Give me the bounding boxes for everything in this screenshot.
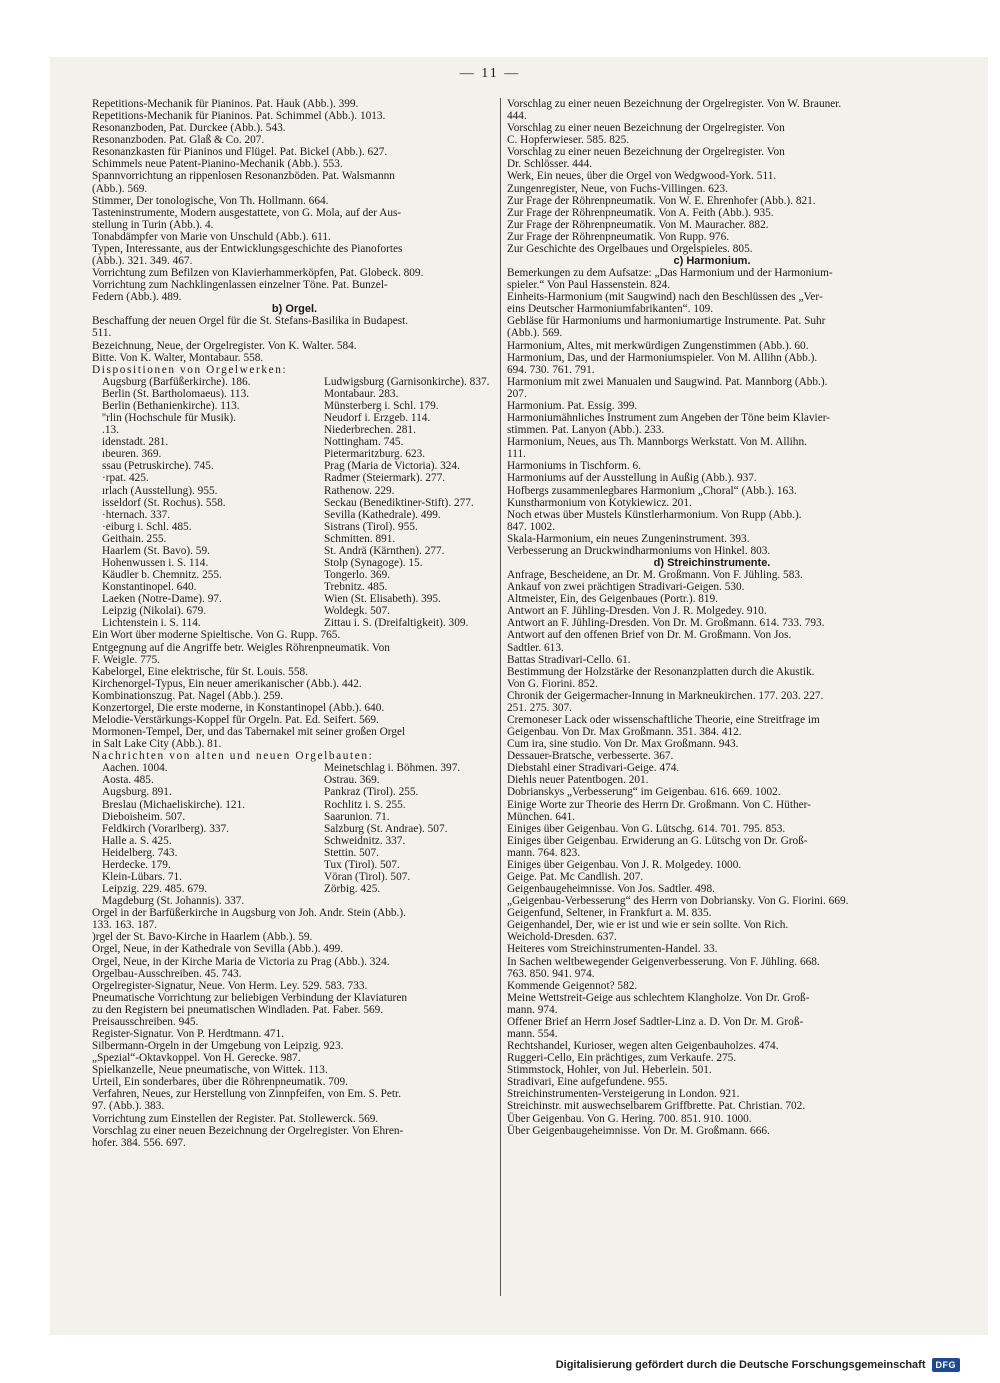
index-entry: (Abb.). 321. 349. 467.	[92, 255, 193, 268]
index-entry: Antwort an F. Jühling-Dresden. Von Dr. M. Großmann. 614. 733. 793.	[507, 617, 825, 630]
index-row-left: Aachen. 1004.	[102, 762, 168, 775]
index-entry: Ein Wort über moderne Spieltische. Von G. Rupp. 765.	[92, 629, 341, 642]
index-entry: (Abb.). 569.	[92, 182, 148, 195]
index-entry: Bemerkungen zu dem Aufsatze: „Das Harmonium und der Harmonium-	[507, 267, 833, 280]
index-entry: Harmoniums auf der Ausstellung in Außig (Abb.). 937.	[507, 472, 757, 485]
index-entry: Über Geigenbau. Von G. Hering. 700. 851. 910. 1000.	[507, 1112, 752, 1125]
index-row	[92, 883, 497, 895]
index-entry: Cum ira, sine studio. Von Dr. Max Großmann. 943.	[507, 738, 739, 751]
index-entry: 763. 850. 941. 974.	[507, 967, 595, 980]
index-entry: Kunstharmonium von Kotykiewicz. 201.	[507, 496, 692, 509]
index-entry: Ankauf von zwei prächtigen Stradivari-Geigen. 530.	[507, 581, 745, 594]
index-row-left: Lichtenstein i. S. 114.	[102, 617, 201, 630]
column-divider	[500, 98, 501, 1296]
index-row	[92, 774, 497, 786]
index-row-right: Münsterberg i. Schl. 179.	[324, 399, 439, 412]
index-row	[92, 823, 497, 835]
index-entry: Einige Worte zur Theorie des Herrn Dr. Großmann. Von C. Hüther-	[507, 798, 811, 811]
index-entry: Vorrichtung zum Nachklingenlassen einzelner Töne. Pat. Bunzel-	[92, 279, 388, 292]
index-entry: Harmoniumähnliches Instrument zum Angeben der Töne beim Klavier-	[507, 412, 831, 425]
index-entry: Kirchenorgel-Typus, Ein neuer amerikanischer (Abb.). 442.	[92, 677, 362, 690]
index-row-left: Augsburg (Barfüßerkirche). 186.	[102, 375, 251, 388]
index-row	[92, 617, 497, 629]
index-row-left: ıbeuren. 369.	[102, 448, 162, 461]
index-entry: Ruggeri-Cello, Ein prächtiges, zum Verkaufe. 275.	[507, 1052, 737, 1065]
index-entry: (Abb.). 569.	[507, 327, 563, 340]
index-entry: Weichold-Dresden. 637.	[507, 931, 617, 944]
index-row-right: Ludwigsburg (Garnisonkirche). 837.	[324, 375, 490, 388]
index-entry: Diebstahl einer Stradivari-Geige. 474.	[507, 762, 680, 775]
index-row-right: Stettin. 507.	[324, 846, 379, 859]
index-entry: 511.	[92, 327, 112, 340]
index-row	[92, 388, 497, 400]
index-row	[92, 811, 497, 823]
index-row-left: ırlach (Ausstellung). 955.	[102, 484, 218, 497]
index-entry: Resonanzboden. Pat. Glaß & Co. 207.	[92, 134, 265, 147]
index-entry: Register-Signatur. Von P. Herdtmann. 471.	[92, 1028, 285, 1041]
index-row	[92, 847, 497, 859]
index-row-right: Tongerlo. 369.	[324, 569, 391, 582]
index-entry: Resonanzkasten für Pianinos und Flügel. Pat. Bickel (Abb.). 627.	[92, 146, 388, 159]
index-row	[92, 472, 497, 484]
index-row	[92, 460, 497, 472]
index-row-right: Tux (Tirol). 507.	[324, 858, 400, 871]
index-entry: in Salt Lake City (Abb.). 81.	[92, 738, 222, 751]
index-row	[92, 762, 497, 774]
subsection-label: Nachrichten von alten und neuen Orgelbauten:	[92, 750, 374, 763]
index-entry: )rgel der St. Bavo-Kirche in Haarlem (Abb.). 59.	[92, 931, 313, 944]
index-row	[92, 871, 497, 883]
index-entry: Vorrichtung zum Befilzen von Klavierhammerköpfen, Pat. Globeck. 809.	[92, 267, 424, 280]
index-row-left: Berlin (St. Bartholomaeus). 113.	[102, 387, 250, 400]
index-row-right: Wien (St. Elisabeth). 395.	[324, 593, 441, 606]
index-entry: Kabelorgel, Eine elektrische, für St. Louis. 558.	[92, 665, 308, 678]
index-entry: Orgel, Neue, in der Kirche Maria de Victoria zu Prag (Abb.). 324.	[92, 955, 390, 968]
index-entry: Von G. Fiorini. 852.	[507, 677, 598, 690]
index-row-left: ·rpat. 425.	[102, 472, 149, 485]
index-row-right: Zörbig. 425.	[324, 883, 381, 896]
index-entry: Meine Wettstreit-Geige aus schlechtem Klangholze. Von Dr. Groß-	[507, 991, 810, 1004]
index-row	[92, 533, 497, 545]
section-heading: d) Streichinstrumente.	[653, 556, 771, 569]
index-row-left: ·hternach. 337.	[102, 508, 171, 521]
index-entry: Einheits-Harmonium (mit Saugwind) nach den Beschlüssen des „Ver-	[507, 291, 823, 304]
index-entry: Repetitions-Mechanik für Pianinos. Pat. Hauk (Abb.). 399.	[92, 98, 359, 110]
index-row-left: Laeken (Notre-Dame). 97.	[102, 593, 222, 606]
index-row	[92, 581, 497, 593]
index-entry: Beschaffung der neuen Orgel für die St. Stefans-Basilika in Budapest.	[92, 315, 409, 328]
footer-credit-text: Digitalisierung gefördert durch die Deutsche Forschungsgemeinschaft	[555, 1359, 926, 1371]
index-entry: mann. 554.	[507, 1028, 558, 1041]
index-row-left: .13.	[102, 424, 119, 437]
index-row-left: ·eiburg i. Schl. 485.	[102, 520, 192, 533]
index-row	[92, 799, 497, 811]
index-entry: Konzertorgel, Die erste moderne, in Konstantinopel (Abb.). 640.	[92, 701, 385, 714]
index-row-left: Dieboisheim. 507.	[102, 810, 186, 823]
index-row	[92, 424, 497, 436]
index-entry: Streichinstr. mit auswechselbarem Griffbrette. Pat. Christian. 702.	[507, 1100, 806, 1113]
index-row-left: isseldorf (St. Rochus). 558.	[102, 496, 226, 509]
index-row-right: Saarunion. 71.	[324, 810, 390, 823]
section-heading: b) Orgel.	[271, 303, 318, 316]
index-entry: eins Deutscher Harmoniumfabrikanten“. 109.	[507, 303, 714, 316]
index-entry: 847. 1002.	[507, 520, 556, 533]
index-row-left: Feldkirch (Vorarlberg). 337.	[102, 822, 229, 835]
index-entry: Schimmels neue Patent-Pianino-Mechanik (Abb.). 553.	[92, 158, 343, 171]
index-row-left: Magdeburg (St. Johannis). 337.	[102, 895, 245, 908]
index-entry: Zungenregister, Neue, von Fuchs-Villingen. 623.	[507, 182, 728, 195]
index-entry: stimmen. Pat. Lanyon (Abb.). 233.	[507, 424, 665, 437]
index-entry: Gebläse für Harmoniums und harmoniumartige Instrumente. Pat. Suhr	[507, 315, 826, 328]
index-row-right: Nottingham. 745.	[324, 436, 404, 449]
index-entry: hofer. 384. 556. 697.	[92, 1136, 186, 1149]
index-row	[92, 436, 497, 448]
index-entry: Harmoniums in Tischform. 6.	[507, 460, 642, 473]
index-entry: Entgegnung auf die Angriffe betr. Weigles Röhrenpneumatik. Von	[92, 641, 390, 654]
index-entry: In Sachen weltbewegender Geigenverbesserung. Von F. Jühling. 668.	[507, 955, 820, 968]
index-entry: Orgel, Neue, in der Kathedrale von Sevilla (Abb.). 499.	[92, 943, 344, 956]
index-row	[92, 497, 497, 509]
index-row-right: Vöran (Tirol). 507.	[324, 871, 411, 883]
index-entry: Geigenhandel, Der, wie er ist und wie er sein sollte. Von Rich.	[507, 919, 789, 932]
index-row-right: Trebnitz. 485.	[324, 581, 388, 594]
index-row-right: Montabaur. 283.	[324, 387, 399, 400]
index-entry: Geigenbaugeheimnisse. Von Jos. Sadtler. 498.	[507, 883, 715, 896]
index-entry: Spielkanzelle, Neue pneumatische, von Wittek. 113.	[92, 1064, 328, 1077]
index-entry: Harmonium mit zwei Manualen und Saugwind. Pat. Mannborg (Abb.).	[507, 375, 828, 388]
index-entry: Werk, Ein neues, über die Orgel von Wedgwood-York. 511.	[507, 170, 777, 183]
index-entry: Preisausschreiben. 945.	[92, 1015, 199, 1028]
index-row-right: Ostrau. 369.	[324, 774, 380, 787]
index-row-left: Leipzig. 229. 485. 679.	[102, 883, 208, 896]
index-entry: 444.	[507, 110, 527, 123]
index-row-left: idenstadt. 281.	[102, 436, 169, 449]
index-entry: Federn (Abb.). 489.	[92, 291, 182, 304]
index-row-left: Leipzig (Nikolai). 679.	[102, 605, 207, 618]
index-entry: Einiges über Geigenbau. Erwiderung an G. Lütschg von Dr. Groß-	[507, 834, 808, 847]
index-entry: Antwort an F. Jühling-Dresden. Von J. R. Molgedey. 910.	[507, 605, 767, 618]
index-entry: 251. 275. 307.	[507, 701, 572, 714]
index-entry: Vorschlag zu einer neuen Bezeichnung der Orgelregister. Von	[507, 146, 785, 159]
index-row	[92, 895, 497, 907]
index-entry: Zur Frage der Röhrenpneumatik. Von M. Mauracher. 882.	[507, 218, 769, 231]
index-row-left: Geithain. 255.	[102, 532, 167, 545]
index-entry: Vorschlag zu einer neuen Bezeichnung der Orgelregister. Von	[507, 122, 785, 135]
index-row	[92, 859, 497, 871]
index-row-right: Schweidnitz. 337.	[324, 834, 406, 847]
index-entry: „Spezial“-Oktavkoppel. Von H. Gerecke. 987.	[92, 1052, 301, 1065]
index-row	[92, 521, 497, 533]
index-entry: Altmeister, Ein, des Geigenbaues (Portr.). 819.	[507, 593, 719, 606]
index-entry: Stradivari, Eine aufgefundene. 955.	[507, 1076, 668, 1089]
index-entry: Orgelbau-Ausschreiben. 45. 743.	[92, 967, 242, 980]
index-row-right: Salzburg (St. Andrae). 507.	[324, 822, 448, 835]
subsection-label: Dispositionen von Orgelwerken:	[92, 363, 288, 376]
index-row-right: Sistrans (Tirol). 955.	[324, 520, 418, 533]
index-row-right: Pietermaritzburg. 623.	[324, 448, 426, 461]
index-row-left: Haarlem (St. Bavo). 59.	[102, 544, 210, 557]
index-row-right: Woldegk. 507.	[324, 605, 390, 618]
index-entry: Vorschlag zu einer neuen Bezeichnung der Orgelregister. Von Ehren-	[92, 1124, 404, 1137]
right-column	[507, 98, 917, 1137]
index-entry: Anfrage, Bescheidene, an Dr. M. Großmann. Von F. Jühling. 583.	[507, 569, 803, 582]
dfg-logo: DFG	[932, 1358, 961, 1372]
index-entry: 97. (Abb.). 383.	[92, 1100, 165, 1113]
index-entry: Bitte. Von K. Walter, Montabaur. 558.	[92, 351, 264, 364]
index-row-left: Klein-Lübars. 71.	[102, 871, 182, 883]
index-row-right: Pankraz (Tirol). 255.	[324, 786, 419, 799]
index-row-left: Breslau (Michaeliskirche). 121.	[102, 798, 246, 811]
index-row	[92, 545, 497, 557]
index-row-right: Sevilla (Kathedrale). 499.	[324, 508, 441, 521]
index-entry: Spannvorrichtung an rippenlosen Resonanzböden. Pat. Walsmannn	[92, 170, 395, 183]
index-row-right: St. Andrä (Kärnthen). 277.	[324, 544, 445, 557]
index-row-right: Schmitten. 891.	[324, 532, 396, 545]
index-row-right: Rathenow. 229.	[324, 484, 395, 497]
index-entry: Urteil, Ein sonderbares, über die Röhrenpneumatik. 709.	[92, 1076, 348, 1089]
index-entry: Tasteninstrumente, Modern ausgestattete, von G. Mola, auf der Aus-	[92, 206, 402, 219]
index-entry: Typen, Interessante, aus der Entwicklungsgeschichte des Pianofortes	[92, 242, 403, 255]
index-entry: Harmonium, Das, und der Harmoniumspieler. Von M. Allihn (Abb.).	[507, 351, 818, 364]
index-entry: 111.	[507, 448, 526, 461]
index-entry: Melodie-Verstärkungs-Koppel für Orgeln. Pat. Ed. Seifert. 569.	[92, 713, 379, 726]
index-row-left: Hohenwussen i. S. 114.	[102, 556, 209, 569]
index-row-right: Neudorf i. Erzgeb. 114.	[324, 412, 431, 425]
index-row-right: Zittau i. S. (Dreifaltigkeit). 309.	[324, 617, 469, 630]
index-entry: Harmonium, Altes, mit merkwürdigen Zungenstimmen (Abb.). 60.	[507, 339, 809, 352]
index-entry: Hofbergs zusammenlegbares Harmonium „Choral“ (Abb.). 163.	[507, 484, 797, 497]
index-entry: Stimmstock, Hohler, von Jul. Heberlein. 501.	[507, 1064, 712, 1077]
page-number: — 11 —	[459, 66, 521, 81]
index-row	[92, 569, 497, 581]
index-entry: Mormonen-Tempel, Der, und das Tabernakel mit seiner großen Orgel	[92, 726, 406, 739]
index-row-left: Heidelberg. 743.	[102, 846, 178, 859]
index-entry: Orgelregister-Signatur, Neue. Von Herm. Ley. 529. 583. 733.	[92, 979, 368, 992]
index-row-right: Niederbrechen. 281.	[324, 424, 416, 437]
index-row	[92, 835, 497, 847]
index-entry: München. 641.	[507, 810, 576, 823]
index-row-left: Konstantinopel. 640.	[102, 581, 197, 594]
index-row-right: Seckau (Benediktiner-Stift). 277.	[324, 496, 474, 509]
index-row-left: Berlin (Bethanienkirche). 113.	[102, 399, 240, 412]
index-entry: spieler.“ Von Paul Hassenstein. 824.	[507, 279, 671, 292]
index-entry: Noch etwas über Mustels Künstlerharmonium. Von Rupp (Abb.).	[507, 508, 802, 521]
index-entry: Heiteres vom Streichinstrumenten-Handel. 33.	[507, 943, 718, 956]
index-row-left: Halle a. S. 425.	[102, 834, 172, 847]
index-entry: „Geigenbau-Verbesserung“ des Herrn von Dobriansky. Von G. Fiorini. 669.	[507, 895, 849, 908]
index-entry: Battas Stradivari-Cello. 61.	[507, 653, 631, 666]
index-row	[92, 376, 497, 388]
index-entry: 207.	[507, 387, 527, 400]
index-entry: Dessauer-Bratsche, verbesserte. 367.	[507, 750, 674, 763]
index-entry: Zur Frage der Röhrenpneumatik. Von Rupp. 976.	[507, 230, 730, 243]
index-row	[92, 448, 497, 460]
index-entry: Skala-Harmonium, ein neues Zungeninstrument. 393.	[507, 532, 750, 545]
index-entry: stellung in Turin (Abb.). 4.	[92, 218, 214, 231]
index-entry: Kommende Geigennot? 582.	[507, 979, 638, 992]
index-entry: Zur Geschichte des Orgelbaues und Orgelspieles. 805.	[507, 242, 753, 255]
index-entry: mann. 764. 823.	[507, 846, 581, 859]
index-entry: C. Hopferwieser. 585. 825.	[507, 134, 630, 147]
index-entry: 133. 163. 187.	[92, 919, 157, 932]
index-row-right: Prag (Maria de Victoria). 324.	[324, 460, 460, 473]
index-row-left: Aosta. 485.	[102, 774, 154, 787]
index-entry: 694. 730. 761. 791.	[507, 363, 595, 376]
index-entry: Kombinationszug. Pat. Nagel (Abb.). 259.	[92, 689, 284, 702]
index-row-right: Meinetschlag i. Böhmen. 397.	[324, 762, 461, 775]
index-entry: Vorschlag zu einer neuen Bezeichnung der Orgelregister. Von W. Brauner.	[507, 98, 842, 110]
left-column	[92, 98, 497, 1149]
index-entry: Chronik der Geigermacher-Innung in Markneukirchen. 177. 203. 227.	[507, 689, 824, 702]
index-entry: Sadtler. 613.	[507, 641, 564, 654]
index-entry: Tonabdämpfer von Marie von Unschuld (Abb.). 611.	[92, 230, 331, 243]
index-row	[92, 593, 497, 605]
index-entry: Silbermann-Orgeln in der Umgebung von Leipzig. 923.	[92, 1040, 344, 1053]
index-entry: Resonanzboden, Pat. Durckee (Abb.). 543.	[92, 122, 286, 135]
index-entry: Einiges über Geigenbau. Von G. Lütschg. 614. 701. 795. 853.	[507, 822, 786, 835]
index-row	[92, 786, 497, 798]
index-entry: Vorrichtung zum Einstellen der Register. Pat. Stollewerck. 569.	[92, 1112, 379, 1125]
index-entry: Rechtshandel, Kurioser, wegen alten Geigenbauholzes. 474.	[507, 1040, 779, 1053]
index-entry: Verfahren, Neues, zur Herstellung von Zinnpfeifen, von Em. S. Petr.	[92, 1088, 402, 1101]
index-entry: Repetitions-Mechanik für Pianinos. Pat. Schimmel (Abb.). 1013.	[92, 110, 386, 123]
index-row-left: Herdecke. 179.	[102, 858, 171, 871]
index-entry: Verbesserung an Druckwindharmoniums von Hinkel. 803.	[507, 544, 771, 557]
index-row	[92, 605, 497, 617]
index-entry: Diehls neuer Patentbogen. 201.	[507, 774, 649, 787]
index-entry: Orgel in der Barfüßerkirche in Augsburg von Joh. Andr. Stein (Abb.).	[92, 907, 406, 920]
index-entry: Offener Brief an Herrn Josef Sadtler-Linz a. D. Von Dr. M. Groß-	[507, 1015, 804, 1028]
index-entry: Dobrianskys „Verbesserung“ im Geigenbau. 616. 669. 1002.	[507, 786, 781, 799]
index-entry: Bezeichnung, Neue, der Orgelregister. Von K. Walter. 584.	[92, 339, 357, 352]
index-entry: Harmonium. Pat. Essig. 399.	[507, 399, 638, 412]
index-entry: Streichinstrumenten-Versteigerung in London. 921.	[507, 1088, 740, 1101]
index-entry: Stimmer, Der tonologische, Von Th. Hollmann. 664.	[92, 194, 329, 207]
index-row-left: ssau (Petruskirche). 745.	[102, 460, 214, 473]
index-row-left: Augsburg. 891.	[102, 786, 172, 799]
index-entry: Geige. Pat. Mc Candlish. 207.	[507, 871, 644, 883]
index-entry: Zur Frage der Röhrenpneumatik. Von A. Feith (Abb.). 935.	[507, 206, 774, 219]
index-row	[92, 509, 497, 521]
section-heading: c) Harmonium.	[673, 255, 751, 268]
index-entry: Über Geigenbaugeheimnisse. Von Dr. M. Großmann. 666.	[507, 1124, 770, 1137]
index-row	[92, 400, 497, 412]
index-entry: Dr. Schlösser. 444.	[507, 158, 593, 171]
index-row-left: Käudler b. Chemnitz. 255.	[102, 569, 222, 582]
index-entry: Geigenfund, Seltener, in Frankfurt a. M. 835.	[507, 907, 712, 920]
index-entry: Einiges über Geigenbau. Von J. R. Molgedey. 1000.	[507, 858, 742, 871]
index-row-right: Radmer (Steiermark). 277.	[324, 472, 446, 485]
index-entry: Harmonium, Neues, aus Th. Mannborgs Werkstatt. Von M. Allihn.	[507, 436, 807, 449]
index-row	[92, 485, 497, 497]
index-entry: Pneumatische Vorrichtung zur beliebigen Verbindung der Klaviaturen	[92, 991, 407, 1004]
index-entry: zu den Registern bei pneumatischen Windladen. Pat. Faber. 569.	[92, 1003, 384, 1016]
index-entry: Bestimmung der Holzstärke der Resonanzplatten durch die Akustik.	[507, 665, 815, 678]
index-row	[92, 557, 497, 569]
index-entry: Zur Frage der Röhrenpneumatik. Von W. E. Ehrenhofer (Abb.). 821.	[507, 194, 816, 207]
index-row-right: Stolp (Synagoge). 15.	[324, 556, 423, 569]
index-entry: Geigenbau. Von Dr. Max Großmann. 351. 384. 412.	[507, 726, 742, 739]
index-row-right: Rochlitz i. S. 255.	[324, 798, 406, 811]
index-entry: F. Weigle. 775.	[92, 653, 160, 666]
index-row-left: ''rlin (Hochschule für Musik).	[102, 412, 236, 425]
index-entry: Cremoneser Lack oder wissenschaftliche Theorie, eine Streitfrage im	[507, 713, 820, 726]
index-row	[92, 412, 497, 424]
footer-credit	[556, 1358, 960, 1372]
index-entry: mann. 974.	[507, 1003, 558, 1016]
index-entry: Antwort auf den offenen Brief von Dr. M. Großmann. Von Jos.	[507, 629, 792, 642]
